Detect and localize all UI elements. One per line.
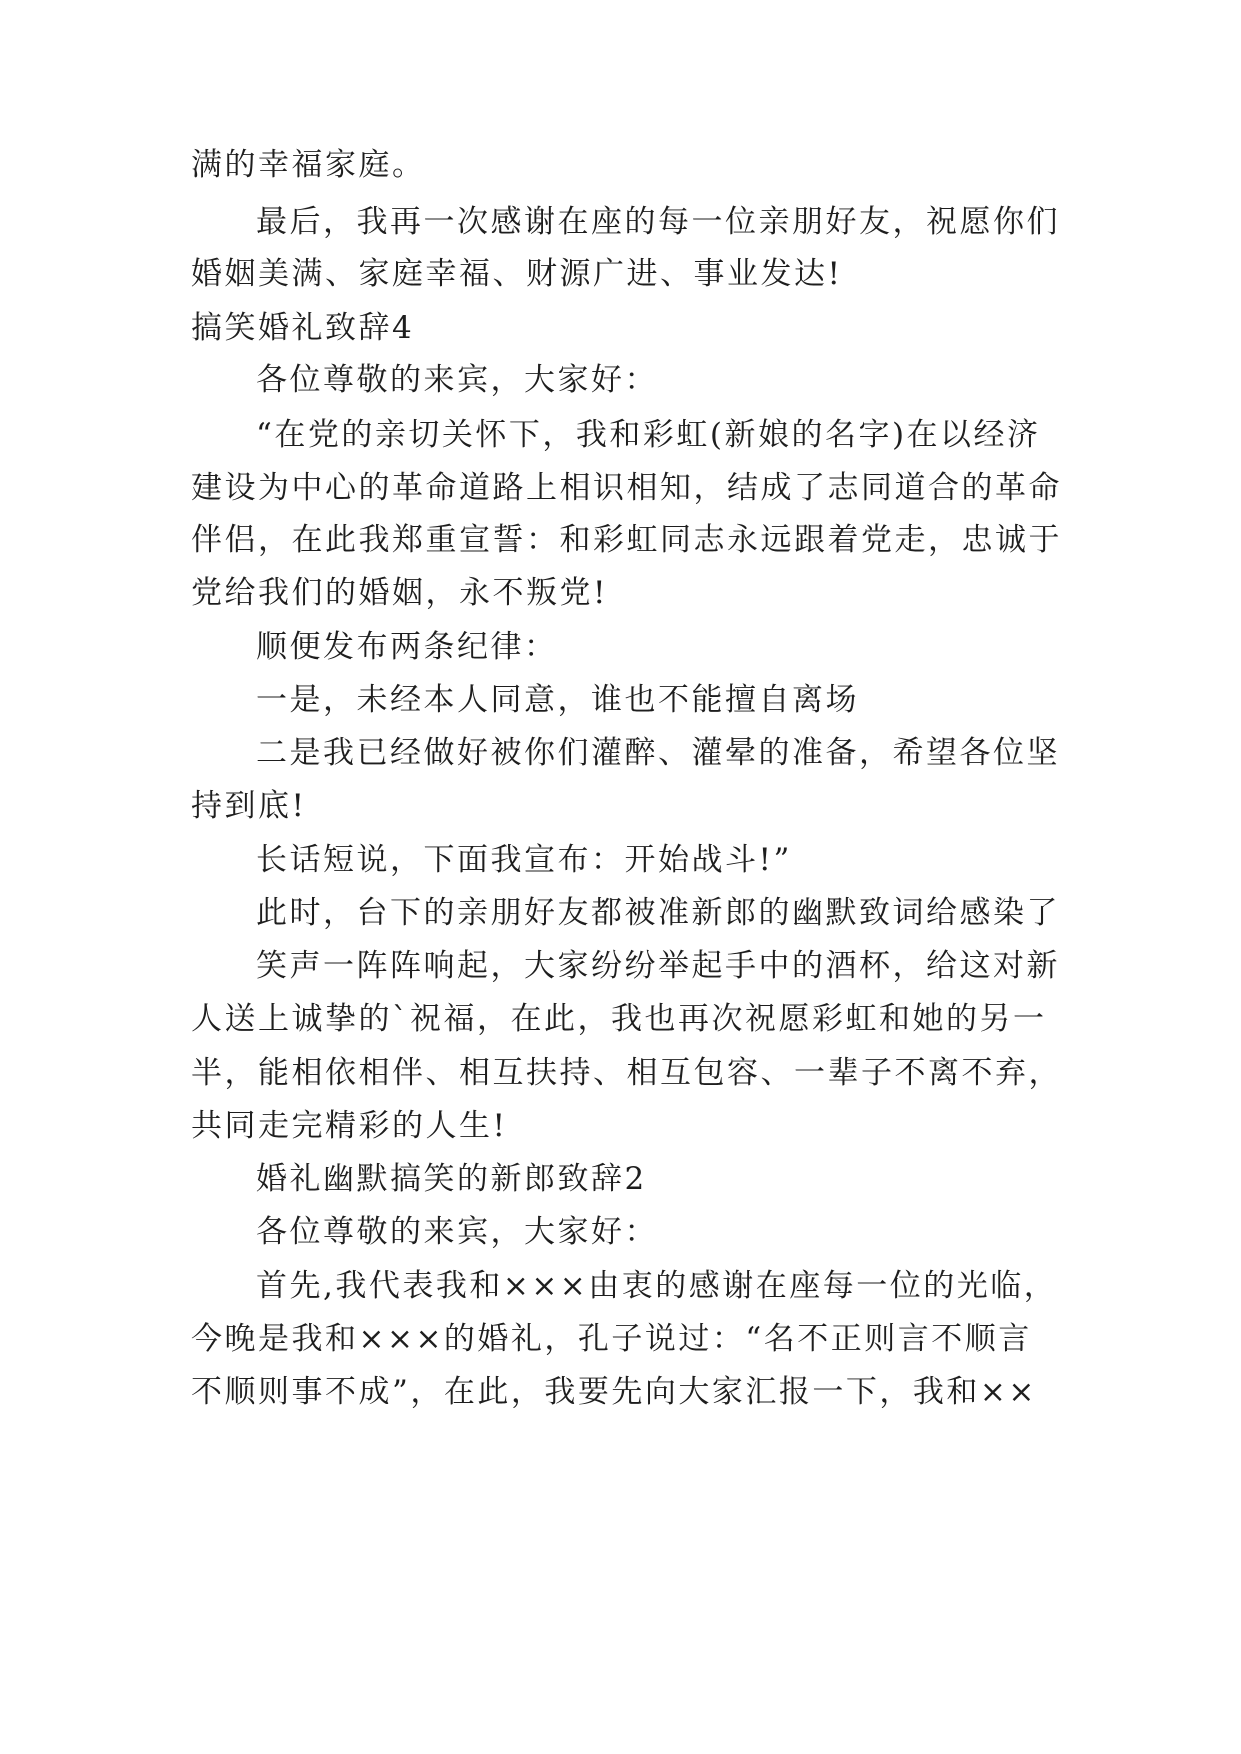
text-line: 不顺则事不成”，在此，我要先向大家汇报一下，我和×× [191,1374,1037,1410]
text-line: 伴侣，在此我郑重宣誓：和彩虹同志永远跟着党走，忠诚于 [191,522,1062,558]
text-line: 笑声一阵阵响起，大家纷纷举起手中的酒杯，给这对新 [256,948,1060,984]
text-line: 顺便发布两条纪律： [256,629,558,665]
text-line: 此时，台下的亲朋好友都被准新郎的幽默致词给感染了 [256,895,1060,931]
text-line: 满的幸福家庭。 [191,147,426,183]
text-line: 二是我已经做好被你们灌醉、灌晕的准备，希望各位坚 [256,735,1060,771]
text-line: 婚姻美满、家庭幸福、财源广进、事业发达! [191,256,843,292]
section-heading: 搞笑婚礼致辞4 [191,310,415,346]
text-line: 各位尊敬的来宾，大家好： [256,1214,658,1250]
text-line: 各位尊敬的来宾，大家好： [256,362,658,398]
text-line: 半，能相依相伴、相互扶持、相互包容、一辈子不离不弃， [191,1055,1062,1091]
text-line: 一是，未经本人同意，谁也不能擅自离场 [256,682,859,718]
text-line: 共同走完精彩的人生! [191,1108,508,1144]
section-heading: 婚礼幽默搞笑的新郎致辞2 [256,1161,647,1197]
text-line: “在党的亲切关怀下，我和彩虹(新娘的名字)在以经济 [256,417,1041,453]
text-line: 持到底! [191,788,307,824]
text-line: 人送上诚挚的`祝福，在此，我也再次祝愿彩虹和她的另一 [191,1001,1047,1037]
text-line: 长话短说，下面我宣布：开始战斗!” [256,842,792,878]
text-line: 党给我们的婚姻，永不叛党! [191,575,608,611]
text-line: 今晚是我和×××的婚礼，孔子说过：“名不正则言不顺言 [191,1321,1032,1357]
text-line: 首先,我代表我和×××由衷的感谢在座每一位的光临， [256,1268,1058,1304]
text-line: 建设为中心的革命道路上相识相知，结成了志同道合的革命 [191,470,1062,506]
text-line: 最后，我再一次感谢在座的每一位亲朋好友，祝愿你们 [256,204,1060,240]
